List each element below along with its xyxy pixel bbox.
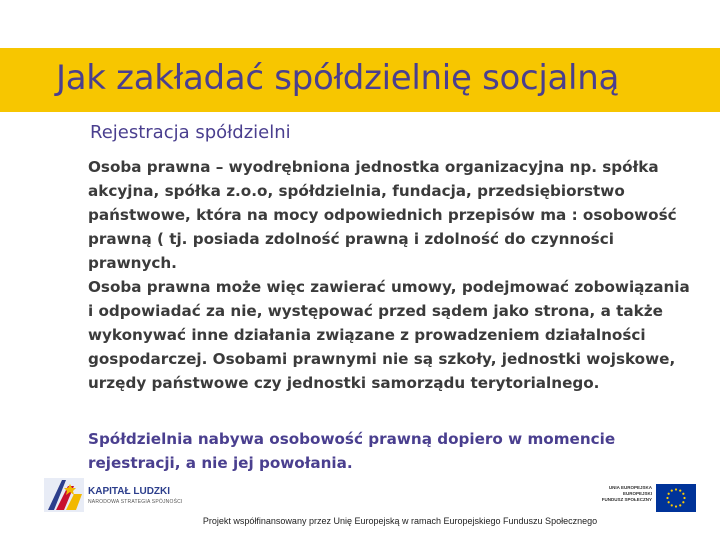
eu-star (668, 501, 670, 503)
eu-line-3: FUNDUSZ SPOŁECZNY (601, 497, 652, 502)
eu-star (679, 490, 681, 492)
eu-star (682, 501, 684, 503)
slide-title: Jak zakładać spółdzielnię socjalną (56, 58, 619, 98)
eu-line-1: UNIA EUROPEJSKA (608, 485, 652, 490)
paragraph-legal-person-capabilities: Osoba prawna może więc zawierać umowy, podejmować zobowiązania i odpowiadać za nie, występować przed sądem jako strona, a także wykonywać inne działania związane z prowadzeniem działalności gospodarczej. Osobami prawnymi nie są szkoły, jednostki wojskowe, urzędy państwowe czy jednostki samorządu terytorialnego. (88, 278, 690, 392)
eu-line-2: EUROPEJSKI (622, 491, 652, 496)
eu-flag-icon (656, 484, 696, 512)
slide-subtitle: Rejestracja spółdzielni (90, 122, 291, 143)
kapital-ludzki-tagline: NARODOWA STRATEGIA SPÓJNOŚCI (88, 499, 183, 505)
highlight-note: Spółdzielnia nabywa osobowość prawną dopiero w momencie rejestracji, a nie jej powołania. (88, 430, 616, 472)
eu-star (671, 504, 673, 506)
eu-fund-label (594, 485, 652, 503)
kapital-ludzki-name: KAPITAŁ LUDZKI (88, 486, 171, 497)
eu-star (683, 497, 685, 499)
footer-funding-text: Projekt współfinansowany przez Unię Europejską w ramach Europejskiego Funduszu Społecznego (202, 516, 598, 526)
eu-star (675, 505, 677, 507)
eu-star (668, 493, 670, 495)
paragraph-legal-person-definition: Osoba prawna – wyodrębniona jednostka organizacyjna np. spółka akcyjna, spółka z.o.o, spółdzielnia, fundacja, przedsiębiorstwo państwowe, która na mocy odpowiednich przepisów ma : osobowość prawną ( tj. posiada zdolność prawną i zdolność do czynności prawnych. (88, 158, 677, 272)
eu-star (675, 488, 677, 490)
eu-star (666, 497, 668, 499)
eu-star (679, 504, 681, 506)
eu-star (682, 493, 684, 495)
body-text (88, 155, 698, 395)
eu-star (671, 490, 673, 492)
